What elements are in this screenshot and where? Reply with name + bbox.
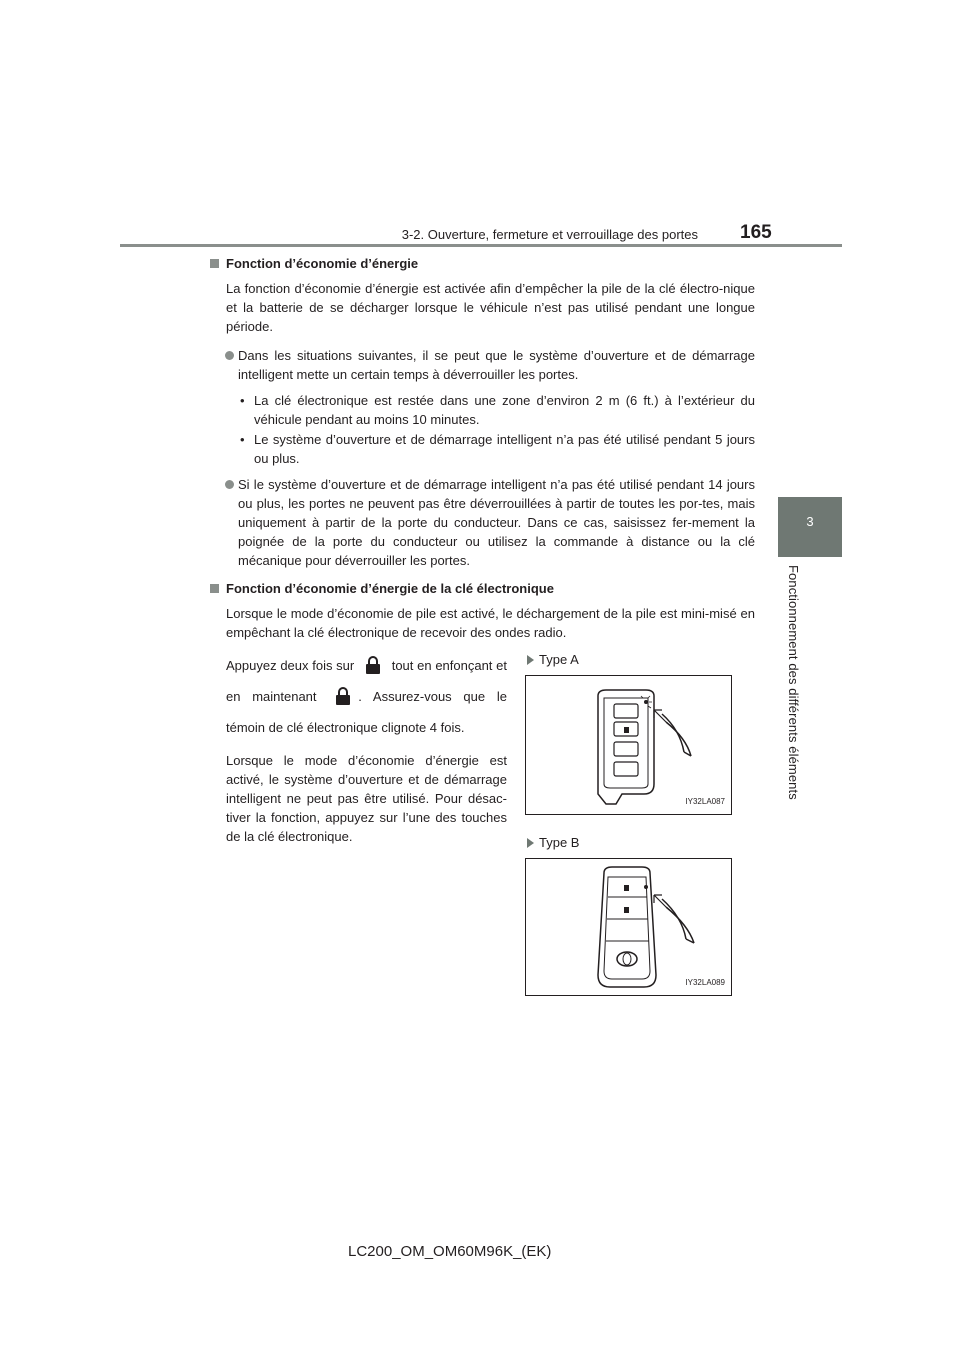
instruction-paragraph	[226, 650, 507, 743]
footer-doc-id: LC200_OM_OM60M96K_(EK)	[348, 1243, 552, 1260]
figure-label-text: Type B	[539, 835, 580, 850]
header-section-title: 3-2. Ouverture, fermeture et verrouillage des portes	[401, 227, 698, 242]
square-bullet-icon	[210, 584, 219, 593]
triangle-right-icon	[527, 655, 534, 665]
lock-icon	[364, 655, 382, 675]
figure-label-text: Type A	[539, 652, 579, 667]
section-heading-text: Fonction d’économie d’énergie	[226, 256, 419, 271]
chapter-tab	[778, 497, 842, 557]
section-intro: La fonction d’économie d’énergie est activée afin d’empêcher la pile de la clé électro-nique et la batterie de se décharger lorsque le véhicule n’est pas utilisé pendant une longue période.	[226, 281, 755, 334]
section-intro: Lorsque le mode d’économie de pile est activé, le déchargement de la pile est mini-misé en empêchant la clé électronique de recevoir des ondes radio.	[226, 606, 755, 640]
figure-key-type-a	[525, 675, 732, 815]
small-dot-icon: •	[240, 432, 245, 447]
sub-list-text: Le système d’ouverture et de démarrage intelligent n’a pas été utilisé pendant 5 jours ou plus.	[254, 432, 755, 466]
sub-list-text: La clé électronique est restée dans une zone d’environ 2 m (6 ft.) à l’extérieur du véhicule pendant au moins 10 minutes.	[254, 393, 755, 427]
figure-code: IY32LA089	[685, 978, 725, 987]
section-heading-energy-saving	[210, 254, 755, 273]
section-heading-key-energy-saving	[210, 579, 755, 598]
figures-column	[525, 650, 740, 996]
figure-label-type-b	[525, 833, 740, 852]
chapter-tab-number: 3	[806, 514, 814, 529]
triangle-right-icon	[527, 838, 534, 848]
instruction-text-column	[226, 650, 507, 854]
figure-label-type-a	[525, 650, 740, 669]
instruction-block	[210, 650, 755, 1010]
note-paragraph: Lorsque le mode d’économie d’énergie est activé, le système d’ouverture et de démarrage intelligent ne peut pas être utilisé. Pour désac-tiver la fonction, appuyez sur l’une des touches de la clé électronique.	[226, 753, 507, 844]
bullet-text: Si le système d’ouverture et de démarrage intelligent n’a pas été utilisé pendant 14 jours ou plus, les portes ne peuvent pas être déverrouillées à partir de toutes les por-tes, mais uniquement à partir de la porte du conducteur. Dans ce cas, saisissez fer-mement la poignée de la porte du conducteur ou utilisez la commande à distance ou la clé mécanique pour déverrouiller les portes.	[238, 477, 755, 568]
sub-list-item	[210, 430, 755, 468]
lock-icon	[334, 686, 352, 706]
page-number: 165	[740, 222, 772, 243]
bullet-item	[210, 346, 755, 384]
instruction-text: Appuyez deux fois sur	[226, 658, 355, 673]
round-bullet-icon	[225, 351, 234, 360]
round-bullet-icon	[225, 480, 234, 489]
instruction-text: . Assurez-vous que le témoin de clé électronique clignote 4 fois.	[226, 689, 507, 735]
main-content	[210, 254, 755, 1010]
instruction-text: tout en enfonçant et en maintenant	[226, 658, 507, 704]
figure-code: IY32LA087	[685, 797, 725, 806]
sub-list-item	[210, 391, 755, 429]
small-dot-icon: •	[240, 393, 245, 408]
square-bullet-icon	[210, 259, 219, 268]
bullet-item	[210, 475, 755, 570]
figure-key-type-b	[525, 858, 732, 996]
section-heading-text: Fonction d’économie d’énergie de la clé électronique	[226, 581, 554, 596]
bullet-text: Dans les situations suivantes, il se peut que le système d’ouverture et de démarrage intelligent mette un certain temps à déverrouiller les portes.	[238, 348, 755, 382]
chapter-side-label: Fonctionnement des différents éléments	[786, 565, 801, 800]
header-divider	[120, 244, 842, 247]
